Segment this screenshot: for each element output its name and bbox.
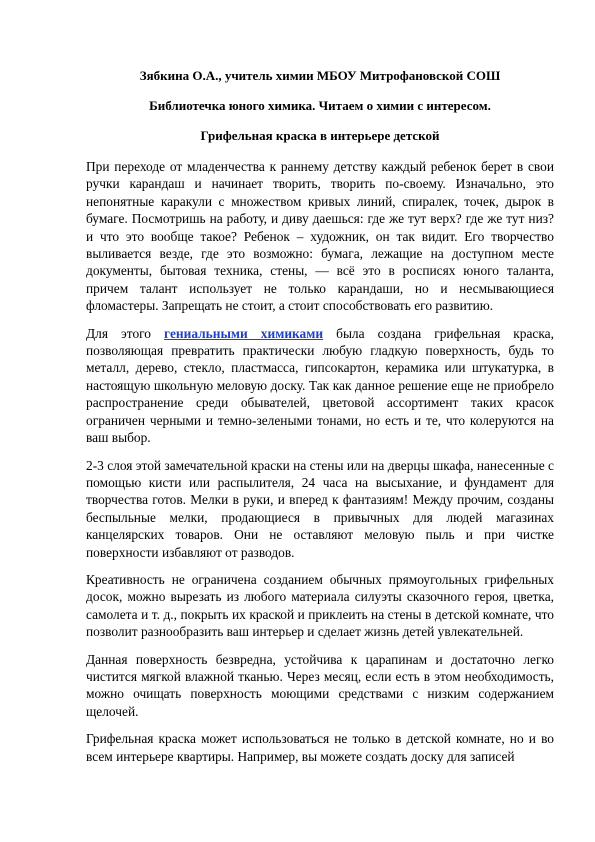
paragraph-2	[86, 325, 554, 447]
author-line: Зябкина О.А., учитель химии МБОУ Митрофановской СОШ	[139, 68, 501, 83]
paragraph-1: При переходе от младенчества к раннему детству каждый ребенок берет в свои ручки карандаш и начинает творить, творить по-своему. Изначально, это непонятные каракули с множеством кривых линий, спиралек, точек, дырок в бумаге. Посмотришь на работу, и диву даешься: где же тут верх? где же тут низ? и что это вообще такое? Ребенок – художник, он так видит. Его творчество выливается везде, где это возможно: бумага, лежащие на доступном месте документы, бытовая техника, стены, — всё это в росписях юного таланта, причем талант использует не только карандаши, но и несмывающиеся фломастеры. Запрещать не стоит, а стоит способствовать его развитию.	[86, 159, 554, 314]
series-title: Библиотечка юного химика. Читаем о химии с интересом.	[149, 98, 491, 113]
paragraph-2-start: Для этого	[86, 325, 165, 341]
chemists-link[interactable]: гениальными химиками	[164, 325, 324, 341]
paragraph-6: Грифельная краска может использоваться не только в детской комнате, но и во всем интерьере квартиры. Например, вы можете создать доску для записей	[86, 731, 554, 764]
article-title: Грифельная краска в интерьере детской	[200, 128, 440, 143]
document-page	[86, 60, 554, 775]
paragraph-2-rest: была создана грифельная краска, позволяющая превратить практически любую гладкую поверхность, будь то металл, дерево, стекло, пластмасса, гипсокартон, керамика или штукатурка, в настоящую школьную меловую доску. Так как данное решение еще не приобрело распространение среди обывателей, цветовой ассортимент таких красок ограничен черными и темно-зелеными тонами, но есть и те, что колеруются на ваш выбор.	[86, 325, 554, 446]
paragraph-3: 2-3 слоя этой замечательной краски на стены или на дверцы шкафа, нанесенные с помощью кисти или распылителя, 24 часа на высыхание, и фундамент для творчества готов. Мелки в руки, и вперед к фантазиям! Между прочим, созданы беспыльные мелки, продающиеся в привычных для людей магазинах канцелярских товаров. Они не оставляют меловую пыль и при чистке поверхности избавляют от разводов.	[86, 457, 554, 560]
paragraph-5: Данная поверхность безвредна, устойчива к царапинам и достаточно легко чистится мягкой влажной тканью. Через месяц, если есть в этом необходимость, можно очищать поверхность моющими средствами с низким содержанием щелочей.	[86, 651, 554, 719]
paragraph-4: Креативность не ограничена созданием обычных прямоугольных грифельных досок, можно вырезать из любого материала силуэты сказочного героя, цветка, самолета и т. д., покрыть их краской и приклеить на стены в детской комнате, что позволит разнообразить ваш интерьер и сделает жизнь детей увлекательней.	[86, 571, 554, 640]
